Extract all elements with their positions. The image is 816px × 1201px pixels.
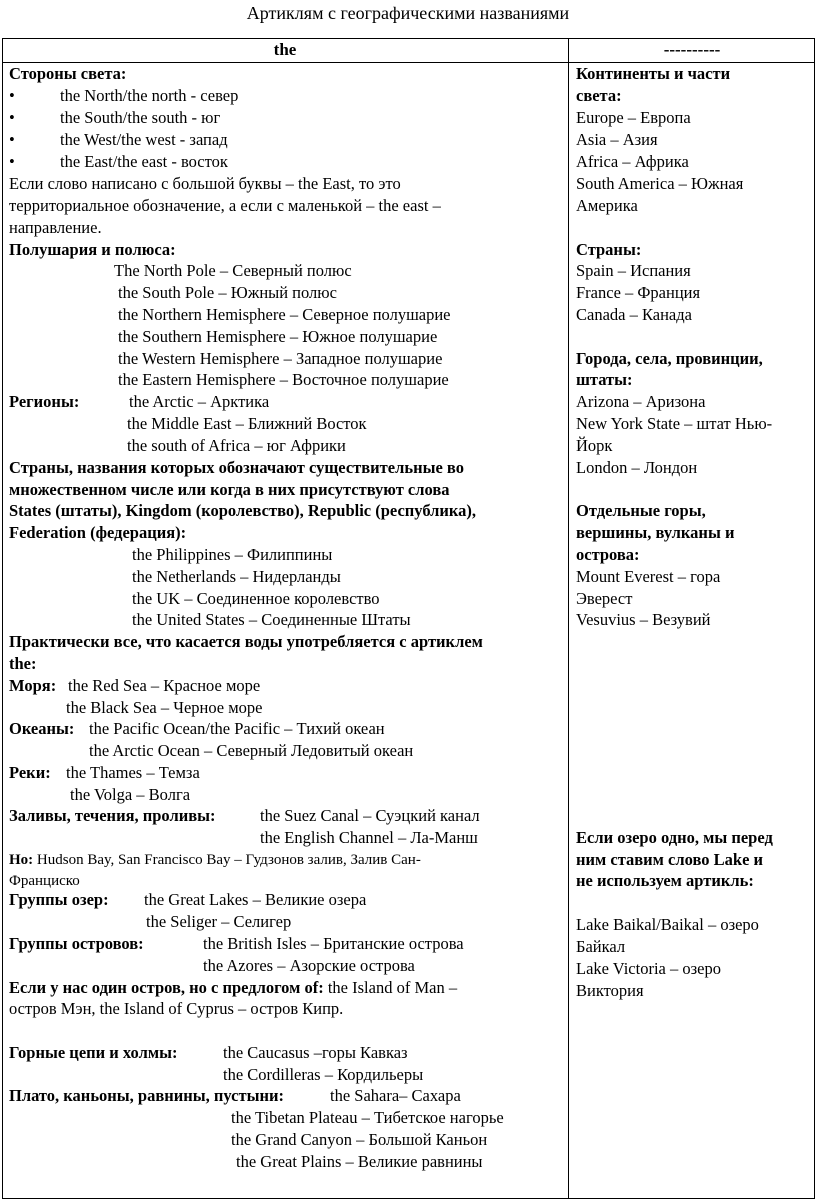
list-item: the Tibetan Plateau – Тибетское нагорье [231, 1108, 504, 1127]
list-item: Байкал [576, 937, 626, 956]
countries-heading: Страны: [576, 240, 642, 259]
list-item: Arizona – Аризона [576, 392, 706, 411]
header-right: ---------- [663, 40, 721, 59]
list-item: Europe – Европа [576, 108, 691, 127]
list-item: the East/the east - восток [60, 152, 228, 171]
column-divider [568, 38, 569, 1199]
oceans-heading: Океаны: [9, 719, 75, 738]
but-text: Франциско [9, 873, 80, 889]
lake-heading: Если озеро одно, мы перед [576, 828, 773, 847]
list-item: the North/the north - север [60, 86, 239, 105]
list-item: the Caucasus –горы Кавказ [223, 1043, 408, 1062]
list-item: Йорк [576, 436, 613, 455]
single-island-text: the Island of Man – [327, 978, 458, 997]
list-item: the Arctic Ocean – Северный Ледовитый океан [89, 741, 414, 760]
list-item: the Volga – Волга [70, 785, 191, 804]
note-line: Если слово написано с большой буквы – the East, то это [9, 174, 401, 193]
list-item: the Netherlands – Нидерланды [132, 567, 341, 586]
peaks-heading: Отдельные горы, [576, 501, 706, 520]
list-item: London – Лондон [576, 458, 698, 477]
water-heading: the: [9, 654, 37, 673]
list-item: Lake Baikal/Baikal – озеро [576, 915, 759, 934]
bullet: • [9, 152, 15, 171]
gulfs-heading: Заливы, течения, проливы: [9, 806, 216, 825]
list-item: the West/the west - запад [60, 130, 228, 149]
list-item: Mount Everest – гора [576, 567, 721, 586]
list-item: the South/the south - юг [60, 108, 221, 127]
list-item: Africa – Африка [576, 152, 689, 171]
hemi-heading: Полушария и полюса: [9, 240, 176, 259]
single-island-text: остров Мэн, the Island of Cyprus – остров Кипр. [9, 999, 344, 1018]
list-item: the United States – Соединенные Штаты [132, 610, 411, 629]
lakes-heading: Группы озер: [9, 890, 109, 909]
list-item: the British Isles – Британские острова [203, 934, 464, 953]
list-item: Canada – Канада [576, 305, 692, 324]
list-item: the Suez Canal – Суэцкий канал [260, 806, 480, 825]
list-item: Spain – Испания [576, 261, 691, 280]
cardinal-heading: Стороны света: [9, 64, 127, 83]
list-item: Asia – Азия [576, 130, 658, 149]
plural-heading: States (штаты), Kingdom (королевство), Republic (республика), [9, 501, 477, 520]
continents-heading: Континенты и части [576, 64, 731, 83]
plural-heading: Страны, названия которых обозначают существительные во [9, 458, 464, 477]
list-item: the Azores – Азорские острова [203, 956, 415, 975]
list-item: the Eastern Hemisphere – Восточное полушарие [118, 370, 449, 389]
cities-heading: штаты: [576, 370, 633, 389]
single-island-heading: Если у нас один остров, но с предлогом of: [9, 978, 324, 997]
document-title: Артиклям с географическими названиями [246, 3, 570, 23]
list-item: South America – Южная [576, 174, 744, 193]
bullet: • [9, 108, 15, 127]
rivers-heading: Реки: [9, 763, 51, 782]
list-item: the Seliger – Селигер [146, 912, 292, 931]
note-line: направление. [9, 218, 102, 237]
peaks-heading: вершины, вулканы и [576, 523, 735, 542]
bullet: • [9, 130, 15, 149]
regions-heading: Регионы: [9, 392, 80, 411]
list-item: the UK – Соединенное королевство [132, 589, 380, 608]
plural-heading: Federation (федерация): [9, 523, 187, 542]
list-item: Виктория [576, 981, 644, 1000]
list-item: the Great Plains – Великие равнины [236, 1152, 483, 1171]
list-item: the Arctic – Арктика [129, 392, 270, 411]
list-item: the Philippines – Филиппины [132, 545, 333, 564]
but-text: Hudson Bay, San Francisco Bay – Гудзонов залив, Залив Сан- [36, 852, 421, 868]
list-item: the South Pole – Южный полюс [118, 283, 337, 302]
plateaus-heading: Плато, каньоны, равнины, пустыни: [9, 1086, 284, 1105]
list-item: the Northern Hemisphere – Северное полушарие [118, 305, 451, 324]
list-item: Эверест [576, 589, 633, 608]
lake-heading: ним ставим слово Lake и [576, 850, 764, 869]
cities-heading: Города, села, провинции, [576, 349, 763, 368]
water-heading: Практически все, что касается воды употребляется с артиклем [9, 632, 483, 651]
header-left: the [273, 40, 297, 59]
list-item: New York State – штат Нью- [576, 414, 773, 433]
list-item: the Southern Hemisphere – Южное полушарие [118, 327, 438, 346]
peaks-heading: острова: [576, 545, 640, 564]
list-item: the Western Hemisphere – Западное полушарие [118, 349, 443, 368]
list-item: the Middle East – Ближний Восток [127, 414, 367, 433]
mountains-heading: Горные цепи и холмы: [9, 1043, 178, 1062]
list-item: the English Channel – Ла-Манш [260, 828, 478, 847]
list-item: the Grand Canyon – Большой Каньон [231, 1130, 488, 1149]
islands-heading: Группы островов: [9, 934, 144, 953]
list-item: the Pacific Ocean/the Pacific – Тихий океан [89, 719, 385, 738]
continents-heading: света: [576, 86, 622, 105]
seas-heading: Моря: [9, 676, 57, 695]
list-item: the Black Sea – Черное море [66, 698, 263, 717]
list-item: the Sahara– Сахара [330, 1086, 461, 1105]
list-item: Vesuvius – Везувий [576, 610, 711, 629]
bullet: • [9, 86, 15, 105]
note-line: территориальное обозначение, а если с маленькой – the east – [9, 196, 441, 215]
list-item: the Great Lakes – Великие озера [144, 890, 367, 909]
lake-heading: не используем артикль: [576, 871, 754, 890]
list-item: France – Франция [576, 283, 701, 302]
list-item: The North Pole – Северный полюс [114, 261, 352, 280]
list-item: the south of Africa – юг Африки [127, 436, 346, 455]
list-item: the Red Sea – Красное море [68, 676, 261, 695]
list-item: the Cordilleras – Кордильеры [223, 1065, 424, 1084]
list-item: the Thames – Темза [66, 763, 200, 782]
plural-heading: множественном числе или когда в них присутствуют слова [9, 480, 450, 499]
list-item: Lake Victoria – озеро [576, 959, 721, 978]
list-item: Америка [576, 196, 638, 215]
but-heading: Но: [9, 852, 34, 868]
